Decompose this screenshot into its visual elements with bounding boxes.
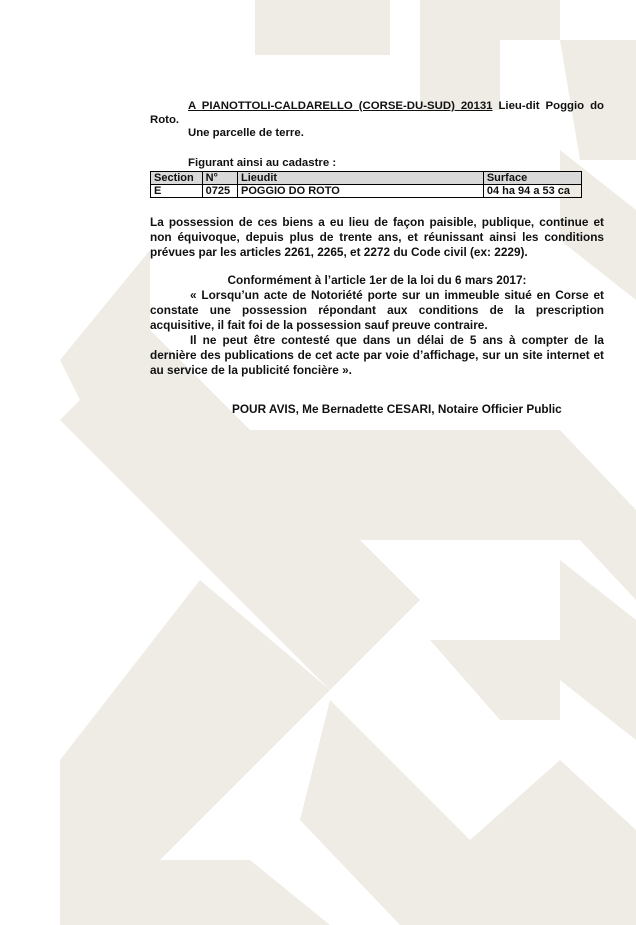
cadastre-label: Figurant ainsi au cadastre : xyxy=(188,156,337,169)
table-row xyxy=(151,185,582,198)
cell-lieudit: POGGIO DO ROTO xyxy=(238,185,484,198)
header-lieudit: Lieudit xyxy=(238,172,484,185)
law-heading: Conformément à l’article 1er de la loi du 6 mars 2017: xyxy=(227,273,527,287)
header-number: N° xyxy=(202,172,237,185)
cell-surface: 04 ha 94 a 53 ca xyxy=(483,185,581,198)
cadastre-table xyxy=(150,171,582,198)
header-section: Section xyxy=(151,172,203,185)
possession-paragraph: La possession de ces biens a eu lieu de façon paisible, publique, continue et non équivoque, depuis plus de trente ans, et réunissant ainsi les conditions prévues par les articles 2261, 2265, et 2272 du Code civil (ex: 2229). xyxy=(150,215,604,259)
law-quote-paragraph-2: Il ne peut être contesté que dans un délai de 5 ans à compter de la dernière des publications de cet acte par voie d’affichage, sur un site internet et au service de la publicité foncière ». xyxy=(150,333,604,377)
legal-notice xyxy=(150,100,604,417)
address-commune: A PIANOTTOLI-CALDARELLO (CORSE-DU-SUD) 20131 xyxy=(188,100,493,112)
cell-section: E xyxy=(151,185,203,198)
cadastre-header-row xyxy=(151,172,582,185)
address-continuation: Roto. xyxy=(150,113,180,126)
law-quote-paragraph-1: « Lorsqu’un acte de Notoriété porte sur un immeuble situé en Corse et constate une possession répondant aux conditions de la prescription acquisitive, il fait foi de la possession sauf preuve contraire. xyxy=(150,288,604,332)
signature-line: POUR AVIS, Me Bernadette CESARI, Notaire Officier Public xyxy=(232,402,562,416)
address-lieu-dit: Lieu-dit Poggio do xyxy=(492,100,604,112)
parcel-description: Une parcelle de terre. xyxy=(188,127,304,139)
address-line xyxy=(150,100,604,114)
header-surface: Surface xyxy=(483,172,581,185)
cell-number: 0725 xyxy=(202,185,237,198)
